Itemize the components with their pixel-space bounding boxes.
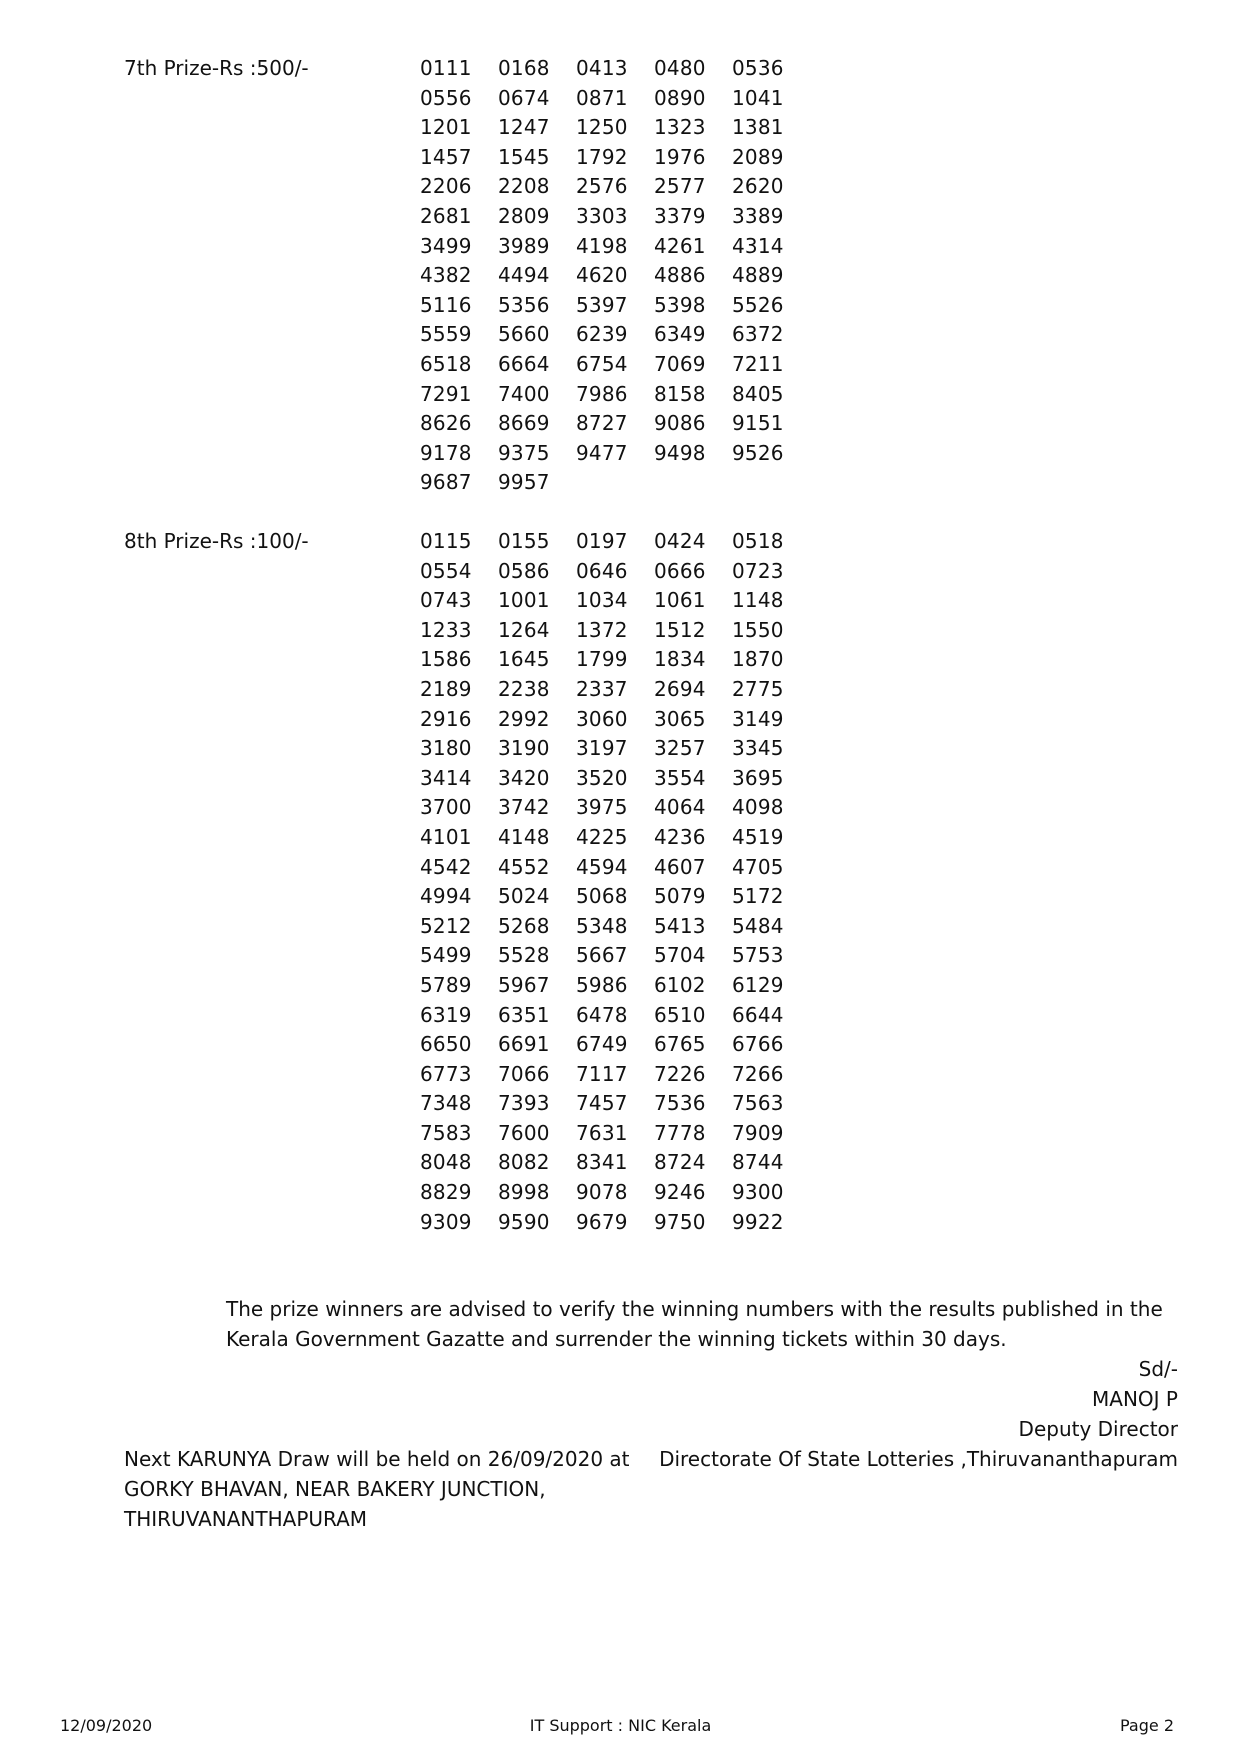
winning-number: 2809: [498, 203, 550, 228]
winning-number: 4607: [654, 854, 706, 879]
winning-number: 0424: [654, 529, 706, 553]
winning-number: 6773: [420, 1061, 472, 1086]
winning-number: 9246: [654, 1180, 706, 1205]
winning-number: 3414: [420, 765, 472, 790]
winning-number: 9086: [654, 411, 706, 436]
winning-number: 3520: [576, 765, 628, 790]
winning-number: 0666: [654, 558, 706, 583]
winning-number: 2337: [576, 676, 628, 701]
winning-number: 1381: [732, 115, 784, 140]
winning-number: 0743: [420, 588, 472, 613]
winning-number: 7909: [732, 1120, 784, 1145]
winning-number: 3389: [732, 203, 784, 228]
winning-number: 3180: [420, 736, 472, 761]
winning-number: 4098: [732, 795, 784, 820]
winning-number: 0556: [420, 85, 472, 110]
winning-number: 4314: [732, 233, 784, 258]
winning-number: 5413: [654, 913, 706, 938]
winning-number: 2775: [732, 676, 784, 701]
winning-number: 7778: [654, 1120, 706, 1145]
winning-number: 4705: [732, 854, 784, 879]
prize-7-numbers: [420, 54, 810, 498]
winning-number: 6766: [732, 1032, 784, 1057]
winning-number: 8048: [420, 1150, 472, 1175]
winning-number: 4494: [498, 263, 550, 288]
winning-number: 5704: [654, 943, 706, 968]
winning-number: 2992: [498, 706, 550, 731]
winning-number: 9590: [498, 1209, 550, 1234]
winning-number: 0115: [420, 529, 472, 553]
winning-number: 7536: [654, 1091, 706, 1116]
winning-number: 0871: [576, 85, 628, 110]
signatory-designation: Deputy Director: [1018, 1417, 1178, 1441]
winning-number: 1034: [576, 588, 628, 613]
winning-number: 2189: [420, 676, 472, 701]
winning-number: 1792: [576, 144, 628, 169]
winning-number: 6664: [498, 351, 550, 376]
winning-number: 6691: [498, 1032, 550, 1057]
winning-number: 5116: [420, 292, 472, 317]
winning-number: 3379: [654, 203, 706, 228]
winning-number: 1976: [654, 144, 706, 169]
winning-number: 2238: [498, 676, 550, 701]
winning-number: 9178: [420, 440, 472, 465]
winning-number: 7400: [498, 381, 550, 406]
winning-number: 5268: [498, 913, 550, 938]
winning-number: 1264: [498, 617, 550, 642]
winning-number: 2208: [498, 174, 550, 199]
winning-number: 9750: [654, 1209, 706, 1234]
winning-number: 4064: [654, 795, 706, 820]
winning-number: 3065: [654, 706, 706, 731]
winning-number: 7563: [732, 1091, 784, 1116]
winning-number: 6510: [654, 1002, 706, 1027]
winning-number: 4236: [654, 824, 706, 849]
winning-number: 2576: [576, 174, 628, 199]
winning-number: 2089: [732, 144, 784, 169]
winning-number: 3700: [420, 795, 472, 820]
winning-number: 6644: [732, 1002, 784, 1027]
winning-number: 4225: [576, 824, 628, 849]
winning-number: 3989: [498, 233, 550, 258]
winning-number: 5484: [732, 913, 784, 938]
winning-number: 7066: [498, 1061, 550, 1086]
winning-number: 2620: [732, 174, 784, 199]
winning-number: 1323: [654, 115, 706, 140]
next-draw-line-3: THIRUVANANTHAPURAM: [124, 1507, 368, 1531]
winning-number: 8158: [654, 381, 706, 406]
signatory-name: MANOJ P: [1092, 1387, 1178, 1411]
winning-number: 1545: [498, 144, 550, 169]
winning-number: 9477: [576, 440, 628, 465]
winning-number: 6349: [654, 322, 706, 347]
winning-number: 1550: [732, 617, 784, 642]
winning-number: 4519: [732, 824, 784, 849]
winning-number: 3742: [498, 795, 550, 820]
winning-number: 1233: [420, 617, 472, 642]
winning-number: 6372: [732, 322, 784, 347]
winning-number: 9679: [576, 1209, 628, 1234]
winning-number: 1512: [654, 617, 706, 642]
winning-number: 1799: [576, 647, 628, 672]
winning-number: 6754: [576, 351, 628, 376]
signatory-office: Directorate Of State Lotteries ,Thiruvananthapuram: [659, 1447, 1178, 1471]
winning-number: 3554: [654, 765, 706, 790]
winning-number: 0586: [498, 558, 550, 583]
winning-number: 7211: [732, 351, 784, 376]
winning-number: 2577: [654, 174, 706, 199]
winning-number: 9300: [732, 1180, 784, 1205]
winning-number: 1001: [498, 588, 550, 613]
winning-number: 7583: [420, 1120, 472, 1145]
winning-number: 5398: [654, 292, 706, 317]
winning-number: 7266: [732, 1061, 784, 1086]
winning-number: 5348: [576, 913, 628, 938]
winning-number: 8727: [576, 411, 628, 436]
prize-7-label: 7th Prize-Rs :500/-: [124, 56, 309, 80]
winning-number: 0723: [732, 558, 784, 583]
winning-number: 5559: [420, 322, 472, 347]
winning-number: 2694: [654, 676, 706, 701]
winning-number: 0674: [498, 85, 550, 110]
winning-number: 4620: [576, 263, 628, 288]
winning-number: 5356: [498, 292, 550, 317]
winning-number: 4382: [420, 263, 472, 288]
winning-number: 4198: [576, 233, 628, 258]
winning-number: 7393: [498, 1091, 550, 1116]
winning-number: 0155: [498, 529, 550, 553]
winning-number: 5172: [732, 884, 784, 909]
winning-number: 1586: [420, 647, 472, 672]
winning-number: 4889: [732, 263, 784, 288]
signature-sd: Sd/-: [1138, 1357, 1178, 1381]
winning-number: 7986: [576, 381, 628, 406]
winning-number: 0646: [576, 558, 628, 583]
winning-number: 8744: [732, 1150, 784, 1175]
winning-number: 5967: [498, 972, 550, 997]
winning-number: 8626: [420, 411, 472, 436]
winning-number: 6351: [498, 1002, 550, 1027]
winning-number: 7631: [576, 1120, 628, 1145]
winning-number: 7117: [576, 1061, 628, 1086]
next-draw-line-1: Next KARUNYA Draw will be held on 26/09/2020 at: [124, 1447, 630, 1471]
winning-number: 2681: [420, 203, 472, 228]
winning-number: 6319: [420, 1002, 472, 1027]
winning-number: 9922: [732, 1209, 784, 1234]
winning-number: 3149: [732, 706, 784, 731]
winning-number: 5528: [498, 943, 550, 968]
winning-number: 0480: [654, 56, 706, 80]
winning-number: 5667: [576, 943, 628, 968]
winning-number: 8405: [732, 381, 784, 406]
winning-number: 4148: [498, 824, 550, 849]
winning-number: 4994: [420, 884, 472, 909]
winning-number: 1457: [420, 144, 472, 169]
winning-number: 6102: [654, 972, 706, 997]
winning-number: 8998: [498, 1180, 550, 1205]
prize-8-numbers: [420, 527, 810, 1237]
winning-number: 0536: [732, 56, 784, 80]
prize-8-label: 8th Prize-Rs :100/-: [124, 529, 309, 553]
winning-number: 5068: [576, 884, 628, 909]
winning-number: 3420: [498, 765, 550, 790]
next-draw-info: [124, 1444, 630, 1534]
winning-number: 5499: [420, 943, 472, 968]
winning-number: 6749: [576, 1032, 628, 1057]
winning-number: 7600: [498, 1120, 550, 1145]
winning-number: 9498: [654, 440, 706, 465]
winning-number: 8341: [576, 1150, 628, 1175]
winning-number: 0168: [498, 56, 550, 80]
winning-number: 4552: [498, 854, 550, 879]
winning-number: 4886: [654, 263, 706, 288]
winning-number: 8724: [654, 1150, 706, 1175]
winning-number: 6478: [576, 1002, 628, 1027]
winning-number: 2916: [420, 706, 472, 731]
winning-number: 6765: [654, 1032, 706, 1057]
winning-number: 3303: [576, 203, 628, 228]
winning-number: 0413: [576, 56, 628, 80]
winning-number: 1834: [654, 647, 706, 672]
winning-number: 3060: [576, 706, 628, 731]
winning-number: 4594: [576, 854, 628, 879]
winning-number: 1148: [732, 588, 784, 613]
winning-number: 3190: [498, 736, 550, 761]
winning-number: 3345: [732, 736, 784, 761]
winning-number: 5397: [576, 292, 628, 317]
winning-number: 9526: [732, 440, 784, 465]
winning-number: 8669: [498, 411, 550, 436]
winning-number: 1247: [498, 115, 550, 140]
footer-it-support: IT Support : NIC Kerala: [529, 1716, 712, 1735]
winning-number: 7069: [654, 351, 706, 376]
winners-notice: The prize winners are advised to verify the winning numbers with the results published in the Kerala Government Gazatte and surrender the winning tickets within 30 days.: [226, 1297, 1163, 1351]
winning-number: 3499: [420, 233, 472, 258]
winning-number: 6650: [420, 1032, 472, 1057]
winning-number: 7457: [576, 1091, 628, 1116]
winning-number: 1061: [654, 588, 706, 613]
winning-number: 5526: [732, 292, 784, 317]
winning-number: 9078: [576, 1180, 628, 1205]
winning-number: 5660: [498, 322, 550, 347]
winning-number: 5789: [420, 972, 472, 997]
winning-number: 0890: [654, 85, 706, 110]
winning-number: 3257: [654, 736, 706, 761]
winning-number: 1645: [498, 647, 550, 672]
winning-number: 7226: [654, 1061, 706, 1086]
winning-number: 1201: [420, 115, 472, 140]
winning-number: 5986: [576, 972, 628, 997]
winning-number: 9151: [732, 411, 784, 436]
winning-number: 0518: [732, 529, 784, 553]
winning-number: 2206: [420, 174, 472, 199]
winning-number: 6239: [576, 322, 628, 347]
winning-number: 7291: [420, 381, 472, 406]
winning-number: 3975: [576, 795, 628, 820]
winning-number: 5024: [498, 884, 550, 909]
winning-number: 9309: [420, 1209, 472, 1234]
winning-number: 4542: [420, 854, 472, 879]
winning-number: 5212: [420, 913, 472, 938]
winning-number: 6129: [732, 972, 784, 997]
winning-number: 5753: [732, 943, 784, 968]
winning-number: 9375: [498, 440, 550, 465]
winning-number: 1372: [576, 617, 628, 642]
winning-number: 8829: [420, 1180, 472, 1205]
winning-number: 9687: [420, 470, 472, 495]
winning-number: 8082: [498, 1150, 550, 1175]
winning-number: 0554: [420, 558, 472, 583]
winning-number: 9957: [498, 470, 550, 495]
winning-number: 0197: [576, 529, 628, 553]
footer-page-number: Page 2: [1120, 1716, 1174, 1735]
winning-number: 0111: [420, 56, 472, 80]
winning-number: 1041: [732, 85, 784, 110]
winning-number: 3695: [732, 765, 784, 790]
winning-number: 6518: [420, 351, 472, 376]
next-draw-line-2: GORKY BHAVAN, NEAR BAKERY JUNCTION,: [124, 1477, 546, 1501]
winning-number: 3197: [576, 736, 628, 761]
footer-date: 12/09/2020: [60, 1716, 153, 1735]
winning-number: 1870: [732, 647, 784, 672]
winning-number: 4261: [654, 233, 706, 258]
winning-number: 7348: [420, 1091, 472, 1116]
winning-number: 4101: [420, 824, 472, 849]
winning-number: 5079: [654, 884, 706, 909]
winning-number: 1250: [576, 115, 628, 140]
